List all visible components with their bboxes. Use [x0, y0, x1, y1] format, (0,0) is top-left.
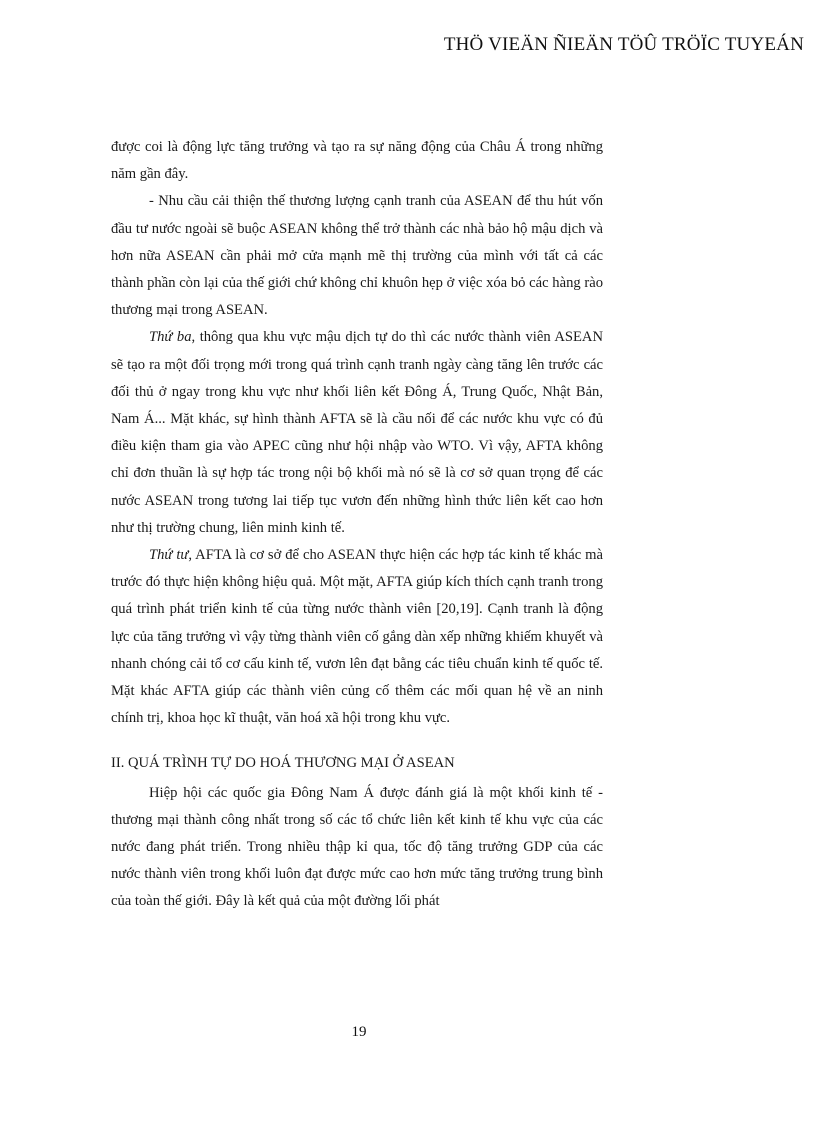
fourth-reason-text: , AFTA là cơ sở để cho ASEAN thực hiện các hợp tác kinh tế khác mà trước đó thực hiện không hiệu quả. Một mặt, AFTA giúp kích thích cạnh tranh trong quá trình phát triển kinh tế của từng nước thành viên [20,19]. Cạnh tranh là động lực của tăng trưởng vì vậy từng thành viên cố gắng dàn xếp những khiếm khuyết và nhanh chóng cải tổ cơ cấu kinh tế, vươn lên đạt bằng các tiêu chuẩn kinh tế quốc tế. Mặt khác AFTA giúp các thành viên củng cố thêm các mối quan hệ về an ninh chính trị, khoa học kĩ thuật, văn hoá xã hội trong khu vực.: [111, 547, 603, 727]
page-body: [111, 134, 603, 916]
third-reason-lead: Thứ ba: [149, 329, 192, 346]
third-reason-text: , thông qua khu vực mậu dịch tự do thì các nước thành viên ASEAN sẽ tạo ra một đối trọng mới trong quá trình cạnh tranh ngày càng tăng lên trước các đối thủ ở ngay trong khu vực như khối liên kết Đông Á, Trung Quốc, Nhật Bản, Nam Á... Mặt khác, sự hình thành AFTA sẽ là cầu nối để các nước khu vực có đủ điều kiện tham gia vào APEC cũng như hội nhập vào WTO. Vì vậy, AFTA không chỉ đơn thuần là sự hợp tác trong nội bộ khối mà nó sẽ là cơ sở quan trọng để các nước ASEAN trong tương lai tiếp tục vươn đến những hình thức liên kết cao hơn như thị trường chung, liên minh kinh tế.: [111, 329, 603, 536]
paragraph-fourth-reason: [111, 542, 603, 732]
paragraph-third-reason: [111, 324, 603, 542]
paragraph-investment-need: - Nhu cầu cải thiện thế thương lượng cạnh tranh của ASEAN để thu hút vốn đầu tư nước ngoài sẽ buộc ASEAN không thể trở thành các nhà bảo hộ mậu dịch và hơn nữa ASEAN cần phải mở cửa mạnh mẽ thị trường của mình với tất cả các thành phần còn lại của thế giới chứ không chỉ khuôn hẹp ở việc xóa bỏ các hàng rào thương mại trong ASEAN.: [111, 193, 603, 319]
paragraph-continuation: được coi là động lực tăng trưởng và tạo ra sự năng động của Châu Á trong những năm gần đây.: [111, 139, 603, 183]
running-header: THÖ VIEÄN ÑIEÄN TÖÛ TRÖÏC TUYEÁN: [443, 34, 804, 55]
section-heading: II. QUÁ TRÌNH TỰ DO HOÁ THƯƠNG MẠI Ở ASEAN: [111, 755, 455, 772]
fourth-reason-lead: Thứ tư: [149, 547, 189, 564]
paragraph-asean-overview: Hiệp hội các quốc gia Đông Nam Á được đánh giá là một khối kinh tế - thương mại thành công nhất trong số các tổ chức liên kết kinh tế khu vực của các nước đang phát triển. Trong nhiều thập kỉ qua, tốc độ tăng trưởng GDP của các nước thành viên trong khối luôn đạt được mức cao hơn mức tăng trưởng trung bình của toàn thế giới. Đây là kết quả của một đường lối phát: [111, 784, 603, 910]
page-number: 19: [351, 1024, 367, 1040]
